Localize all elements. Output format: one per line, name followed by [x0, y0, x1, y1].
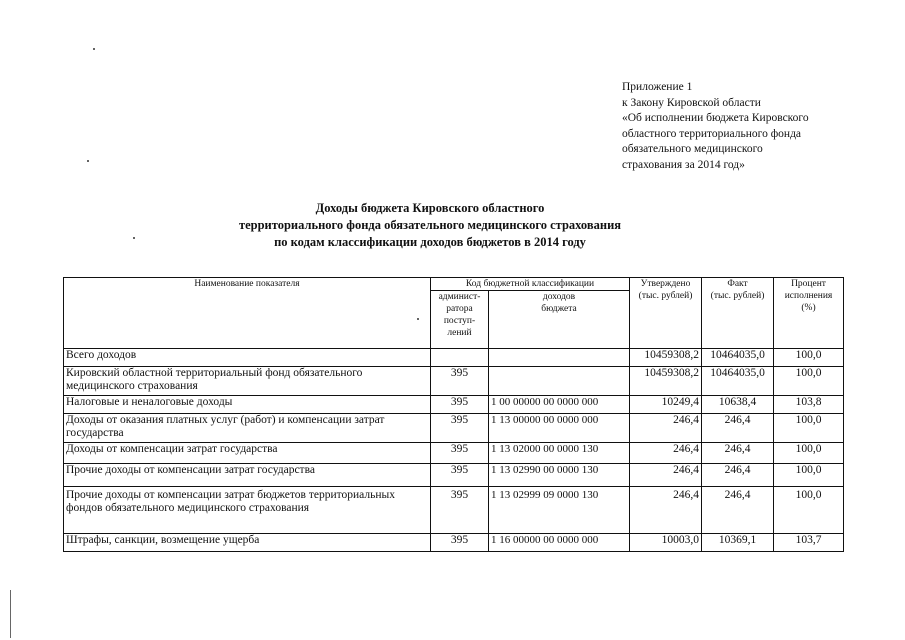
- row-code: [489, 349, 630, 367]
- row-approved: 246,4: [630, 443, 702, 464]
- row-percent: 103,8: [774, 396, 844, 414]
- row-approved: 10003,0: [630, 534, 702, 552]
- row-approved: 246,4: [630, 487, 702, 534]
- row-fact: 10369,1: [702, 534, 774, 552]
- row-name: Прочие доходы от компенсации затрат бюджетов территориальных фондов обязательного медицинского страхования: [64, 487, 431, 534]
- row-percent: 103,7: [774, 534, 844, 552]
- header-name: Наименование показателя: [64, 278, 431, 349]
- row-approved: 10459308,2: [630, 367, 702, 396]
- header-code-group: Код бюджетной классификации: [431, 278, 630, 291]
- row-name: Налоговые и неналоговые доходы: [64, 396, 431, 414]
- row-name: Кировский областной территориальный фонд обязательного медицинского страхования: [64, 367, 431, 396]
- row-fact: 246,4: [702, 487, 774, 534]
- row-approved: 246,4: [630, 464, 702, 487]
- row-admin: 395: [431, 487, 489, 534]
- row-code: 1 13 02999 09 0000 130: [489, 487, 630, 534]
- row-percent: 100,0: [774, 414, 844, 443]
- row-name: Всего доходов: [64, 349, 431, 367]
- row-percent: 100,0: [774, 443, 844, 464]
- appendix-line: Приложение 1: [622, 81, 693, 93]
- row-fact: 10464035,0: [702, 367, 774, 396]
- row-code: 1 16 00000 00 0000 000: [489, 534, 630, 552]
- row-admin: 395: [431, 464, 489, 487]
- row-admin: 395: [431, 443, 489, 464]
- row-fact: 10464035,0: [702, 349, 774, 367]
- appendix-line: к Закону Кировской области: [622, 96, 761, 109]
- table-row: [64, 367, 844, 396]
- header-revenue: доходов бюджета: [489, 291, 630, 349]
- header-approved: Утверждено (тыс. рублей): [630, 278, 702, 349]
- row-admin: 395: [431, 534, 489, 552]
- row-approved: 10249,4: [630, 396, 702, 414]
- row-admin: 395: [431, 367, 489, 396]
- title-line: Доходы бюджета Кировского областного: [315, 201, 545, 215]
- row-fact: 246,4: [702, 414, 774, 443]
- table-row: [64, 396, 844, 414]
- row-percent: 100,0: [774, 367, 844, 396]
- table-row: [64, 443, 844, 464]
- table-row: [64, 349, 844, 367]
- table-row: [64, 487, 844, 534]
- header-admin: админист- ратора поступ- лений: [431, 291, 489, 349]
- appendix-line: страхования за 2014 год»: [622, 158, 745, 171]
- header-fact: Факт (тыс. рублей): [702, 278, 774, 349]
- row-admin: 395: [431, 396, 489, 414]
- scan-speck: [93, 48, 95, 50]
- table-row: [64, 534, 844, 552]
- appendix-line: областного территориального фонда: [622, 127, 802, 140]
- row-code: [489, 367, 630, 396]
- title-line: по кодам классификации доходов бюджетов в 2014 году: [274, 235, 586, 249]
- row-code: 1 13 02990 00 0000 130: [489, 464, 630, 487]
- row-percent: 100,0: [774, 487, 844, 534]
- row-code: 1 13 00000 00 0000 000: [489, 414, 630, 443]
- row-approved: 10459308,2: [630, 349, 702, 367]
- row-code: 1 00 00000 00 0000 000: [489, 396, 630, 414]
- row-percent: 100,0: [774, 464, 844, 487]
- row-fact: 10638,4: [702, 396, 774, 414]
- document-title: [150, 200, 710, 251]
- appendix-line: «Об исполнении бюджета Кировского: [622, 112, 809, 124]
- table-row: [64, 414, 844, 443]
- row-fact: 246,4: [702, 464, 774, 487]
- header-percent: Процент исполнения (%): [774, 278, 844, 349]
- row-name: Штрафы, санкции, возмещение ущерба: [64, 534, 431, 552]
- row-fact: 246,4: [702, 443, 774, 464]
- row-admin: [431, 349, 489, 367]
- table-row: [64, 464, 844, 487]
- scan-edge-line: [10, 590, 11, 638]
- row-code: 1 13 02000 00 0000 130: [489, 443, 630, 464]
- revenue-table: [63, 277, 844, 552]
- row-name: Доходы от компенсации затрат государства: [64, 443, 431, 464]
- scan-speck: [133, 237, 135, 239]
- scan-speck: [87, 160, 89, 162]
- appendix-line: обязательного медицинского: [622, 143, 763, 155]
- row-admin: 395: [431, 414, 489, 443]
- row-name: Прочие доходы от компенсации затрат государства: [64, 464, 431, 487]
- row-name: Доходы от оказания платных услуг (работ) и компенсации затрат государства: [64, 414, 431, 443]
- row-percent: 100,0: [774, 349, 844, 367]
- row-approved: 246,4: [630, 414, 702, 443]
- appendix-note: [622, 80, 892, 173]
- title-line: территориального фонда обязательного медицинского страхования: [238, 218, 622, 232]
